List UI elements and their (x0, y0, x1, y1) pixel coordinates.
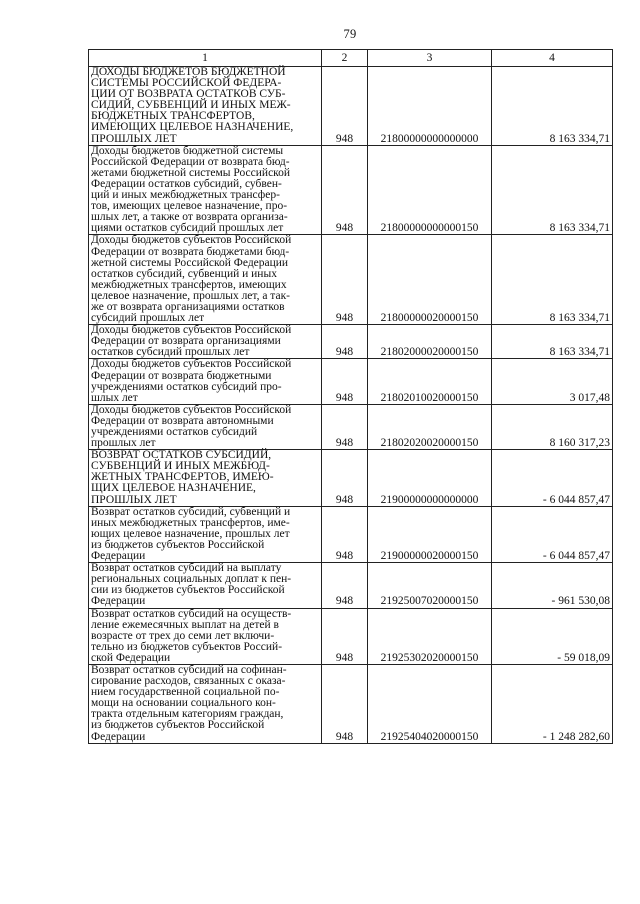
budget-classification-code: 21925404020000150 (368, 664, 492, 743)
description-line: ление ежемесячных выплат на детей в (91, 618, 279, 631)
description-line: тельно из бюджетов субъектов Россий- (91, 640, 283, 653)
budget-classification-code: 21900000000000000 (368, 450, 492, 506)
budget-classification-code: 21800000000000150 (368, 145, 492, 235)
description-line: остатков субсидий прошлых лет (91, 346, 250, 359)
column-header-4: 4 (492, 50, 613, 67)
amount: - 961 530,08 (492, 563, 613, 608)
administrator-code: 948 (322, 325, 368, 359)
description-line: СИСТЕМЫ РОССИЙСКОЙ ФЕДЕРА- (91, 77, 282, 90)
administrator-code: 948 (322, 67, 368, 146)
table-row (89, 235, 613, 325)
description-line: Федерации от возврата автономными (91, 414, 274, 427)
description-line: возрасте от трех до семи лет включи- (91, 629, 275, 642)
description-line: Федерации (91, 595, 146, 608)
description-line: Российской Федерации от возврата бюд- (91, 155, 290, 168)
description-line: Федерации (91, 550, 146, 563)
amount: - 6 044 857,47 (492, 450, 613, 506)
amount: - 6 044 857,47 (492, 506, 613, 562)
table-row (89, 404, 613, 449)
description-line: Федерации остатков субсидий, субвен- (91, 177, 282, 190)
description-line: сии из бюджетов субъектов Российской (91, 584, 285, 597)
administrator-code: 948 (322, 563, 368, 608)
row-description (89, 145, 322, 235)
description-line: ющих целевое назначение, прошлых лет (91, 527, 290, 540)
table-row (89, 664, 613, 743)
budget-classification-code: 21800000000000000 (368, 67, 492, 146)
administrator-code: 948 (322, 506, 368, 562)
column-header-1: 1 (89, 50, 322, 67)
description-line: мощи на основании социального кон- (91, 697, 276, 710)
administrator-code: 948 (322, 450, 368, 506)
description-line: Доходы бюджетов субъектов Российской (91, 358, 292, 371)
description-line: шлых лет, а также от возврата организа- (91, 211, 288, 224)
administrator-code: 948 (322, 608, 368, 664)
description-line: Доходы бюджетов субъектов Российской (91, 403, 292, 416)
description-line: прошлых лет (91, 437, 156, 450)
amount: 8 160 317,23 (492, 404, 613, 449)
row-description (89, 664, 322, 743)
row-description (89, 67, 322, 146)
table-row (89, 608, 613, 664)
description-line: остатков субсидий, субвенций и иных (91, 267, 277, 280)
description-line: Возврат остатков субсидий на софинан- (91, 663, 287, 676)
description-line: жетами бюджетной системы Российской (91, 166, 291, 179)
description-line: Федерации от возврата организациями (91, 335, 281, 348)
description-line: же от возврата организациями остатков (91, 300, 285, 313)
table-row (89, 450, 613, 506)
amount: - 59 018,09 (492, 608, 613, 664)
description-line: межбюджетных трансфертов, имеющих (91, 278, 287, 291)
amount: 8 163 334,71 (492, 235, 613, 325)
description-line: субсидий прошлых лет (91, 312, 205, 325)
description-line: ЦИИ ОТ ВОЗВРАТА ОСТАТКОВ СУБ- (91, 88, 286, 101)
budget-classification-code: 21802010020000150 (368, 359, 492, 404)
description-line: циями остатков субсидий прошлых лет (91, 222, 284, 235)
description-line: ЩИХ ЦЕЛЕВОЕ НАЗНАЧЕНИЕ, (91, 482, 256, 495)
description-line: Доходы бюджетов субъектов Российской (91, 234, 292, 247)
table-row (89, 325, 613, 359)
table-row (89, 563, 613, 608)
description-line: нием государственной социальной по- (91, 686, 280, 699)
description-line: Возврат остатков субсидий на выплату (91, 562, 282, 575)
budget-classification-code: 21925007020000150 (368, 563, 492, 608)
budget-table (88, 49, 613, 744)
administrator-code: 948 (322, 404, 368, 449)
description-line: БЮДЖЕТНЫХ ТРАНСФЕРТОВ, (91, 110, 255, 123)
description-line: целевое назначение, прошлых лет, а так- (91, 289, 290, 302)
description-line: шлых лет (91, 391, 138, 404)
description-line: ЖЕТНЫХ ТРАНСФЕРТОВ, ИМЕЮ- (91, 471, 274, 484)
table-row (89, 506, 613, 562)
description-line: ской Федерации (91, 651, 171, 664)
description-line: Возврат остатков субсидий, субвенций и (91, 505, 291, 518)
row-description (89, 359, 322, 404)
description-line: тов, имеющих целевое назначение, про- (91, 200, 288, 213)
description-line: сирование расходов, связанных с оказа- (91, 675, 286, 688)
description-line: жетной системы Российской Федерации (91, 256, 289, 269)
table-row (89, 67, 613, 146)
administrator-code: 948 (322, 145, 368, 235)
table-body (89, 67, 613, 744)
description-line: из бюджетов субъектов Российской (91, 719, 265, 732)
description-line: региональных социальных доплат к пен- (91, 573, 292, 586)
description-line: ПРОШЛЫХ ЛЕТ (91, 493, 177, 506)
row-description (89, 235, 322, 325)
amount: 3 017,48 (492, 359, 613, 404)
row-description (89, 608, 322, 664)
table-row (89, 145, 613, 235)
description-line: Федерации от возврата бюджетами бюд- (91, 245, 290, 258)
description-line: ИМЕЮЩИХ ЦЕЛЕВОЕ НАЗНАЧЕНИЕ, (91, 121, 294, 134)
description-line: учреждениями остатков субсидий про- (91, 380, 282, 393)
description-line: ДОХОДЫ БЮДЖЕТОВ БЮДЖЕТНОЙ (91, 66, 286, 78)
budget-classification-code: 21800000020000150 (368, 235, 492, 325)
budget-classification-code: 21925302020000150 (368, 608, 492, 664)
description-line: тракта отдельным категориям граждан, (91, 708, 284, 721)
table-row (89, 359, 613, 404)
description-line: СИДИЙ, СУБВЕНЦИЙ И ИНЫХ МЕЖ- (91, 99, 291, 112)
description-line: СУБВЕНЦИЙ И ИНЫХ МЕЖБЮД- (91, 460, 270, 473)
amount: 8 163 334,71 (492, 325, 613, 359)
description-line: иных межбюджетных трансфертов, име- (91, 516, 290, 529)
budget-classification-code: 21900000020000150 (368, 506, 492, 562)
page-number: 79 (343, 27, 357, 41)
description-line: из бюджетов субъектов Российской (91, 538, 265, 551)
row-description (89, 563, 322, 608)
row-description (89, 325, 322, 359)
administrator-code: 948 (322, 235, 368, 325)
description-line: Возврат остатков субсидий на осуществ- (91, 607, 292, 620)
budget-classification-code: 21802020020000150 (368, 404, 492, 449)
amount: 8 163 334,71 (492, 145, 613, 235)
amount: 8 163 334,71 (492, 67, 613, 146)
administrator-code: 948 (322, 359, 368, 404)
description-line: ПРОШЛЫХ ЛЕТ (91, 132, 177, 145)
amount: - 1 248 282,60 (492, 664, 613, 743)
row-description (89, 506, 322, 562)
row-description (89, 404, 322, 449)
description-line: ций и иных межбюджетных трансфер- (91, 189, 280, 202)
row-description (89, 450, 322, 506)
column-header-3: 3 (368, 50, 492, 67)
budget-classification-code: 21802000020000150 (368, 325, 492, 359)
description-line: ВОЗВРАТ ОСТАТКОВ СУБСИДИЙ, (91, 449, 272, 462)
column-header-2: 2 (322, 50, 368, 67)
administrator-code: 948 (322, 664, 368, 743)
header-row (89, 50, 613, 67)
description-line: учреждениями остатков субсидий (91, 426, 258, 438)
description-line: Доходы бюджетов бюджетной системы (91, 144, 284, 157)
description-line: Доходы бюджетов субъектов Российской (91, 324, 292, 337)
description-line: Федерации (91, 730, 146, 743)
description-line: Федерации от возврата бюджетными (91, 369, 272, 382)
